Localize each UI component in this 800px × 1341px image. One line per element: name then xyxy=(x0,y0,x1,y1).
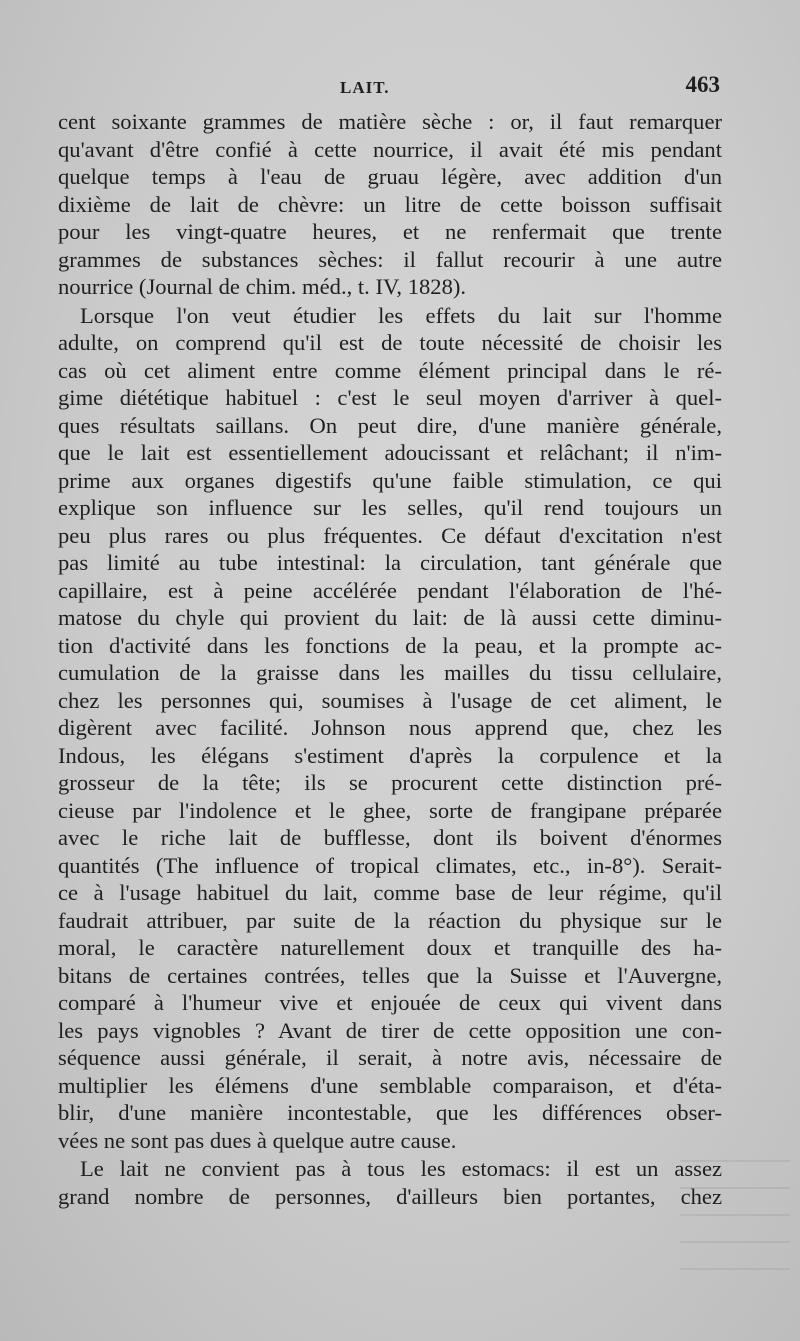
text-line: digèrent avec facilité. Johnson nous apprend que, chez les xyxy=(58,715,722,740)
text-line: pas limité au tube intestinal: la circulation, tant générale que xyxy=(58,550,722,575)
page-number: 463 xyxy=(685,72,720,97)
text-line: capillaire, est à peine accélérée pendant l'élaboration de l'hé- xyxy=(58,577,722,603)
text-line: pour les vingt-quatre heures, et ne renfermait que trente xyxy=(58,219,722,244)
text-line: comparé à l'humeur vive et enjouée de ceux qui vivent dans xyxy=(58,990,722,1015)
text-line: cent soixante grammes de matière sèche : or, il faut remarquer xyxy=(58,109,722,134)
text-line: Le lait ne convient pas à tous les estomacs: il est un assez xyxy=(80,1156,722,1181)
paragraph xyxy=(58,108,722,301)
text-line: quantités (The influence of tropical climates, etc., in-8°). Serait- xyxy=(58,852,722,878)
text-line: bitans de certaines contrées, telles que la Suisse et l'Auvergne, xyxy=(58,962,722,988)
body-text xyxy=(58,108,722,1211)
text-line: nourrice (Journal de chim. méd., t. IV, 1828). xyxy=(58,274,467,299)
text-line: quelque temps à l'eau de gruau légère, avec addition d'un xyxy=(58,164,722,189)
text-line: prime aux organes digestifs qu'une faible stimulation, ce qui xyxy=(58,467,722,493)
text-line: cas où cet aliment entre comme élément principal dans le ré- xyxy=(58,357,722,383)
text-line: tion d'activité dans les fonctions de la peau, et la prompte ac- xyxy=(58,632,722,658)
text-line: que le lait est essentiellement adoucissant et relâchant; il n'im- xyxy=(58,440,722,465)
text-line: cieuse par l'indolence et le ghee, sorte de frangipane préparée xyxy=(58,797,722,823)
text-line: dixième de lait de chèvre: un litre de cette boisson suffisait xyxy=(58,191,722,217)
text-line: moral, le caractère naturellement doux et tranquille des ha- xyxy=(58,935,722,960)
text-line: Lorsque l'on veut étudier les effets du lait sur l'homme xyxy=(80,302,722,328)
text-line: faudrait attribuer, par suite de la réaction du physique sur le xyxy=(58,907,722,933)
paragraph xyxy=(58,302,722,1155)
text-line: matose du chyle qui provient du lait: de là aussi cette diminu- xyxy=(58,605,722,630)
text-line: avec le riche lait de bufflesse, dont ils boivent d'énormes xyxy=(58,825,722,850)
text-line: cumulation de la graisse dans les mailles du tissu cellulaire, xyxy=(58,660,722,685)
text-line: adulte, on comprend qu'il est de toute nécessité de choisir les xyxy=(58,330,722,355)
text-line: grand nombre de personnes, d'ailleurs bien portantes, chez xyxy=(58,1183,722,1209)
running-title: LAIT. xyxy=(340,78,390,97)
text-line: vées ne sont pas dues à quelque autre cause. xyxy=(58,1127,457,1153)
text-line: Indous, les élégans s'estiment d'après la corpulence et la xyxy=(58,742,722,768)
text-line: multiplier les élémens d'une semblable comparaison, et d'éta- xyxy=(58,1072,722,1098)
text-line: chez les personnes qui, soumises à l'usage de cet aliment, le xyxy=(58,687,722,713)
text-line: grammes de substances sèches: il fallut recourir à une autre xyxy=(58,246,722,272)
page-header xyxy=(58,72,722,106)
text-line: blir, d'une manière incontestable, que les différences obser- xyxy=(58,1100,722,1125)
text-line: grosseur de la tête; ils se procurent cette distinction pré- xyxy=(58,770,722,795)
text-line: qu'avant d'être confié à cette nourrice, il avait été mis pendant xyxy=(58,136,722,162)
text-line: ques résultats saillans. On peut dire, d'une manière générale, xyxy=(58,412,722,438)
text-line: séquence aussi générale, il serait, à notre avis, nécessaire de xyxy=(58,1045,722,1070)
text-line: les pays vignobles ? Avant de tirer de cette opposition une con- xyxy=(58,1017,722,1043)
text-line: peu plus rares ou plus fréquentes. Ce défaut d'excitation n'est xyxy=(58,522,722,548)
text-line: gime diététique habituel : c'est le seul moyen d'arriver à quel- xyxy=(58,385,722,410)
paragraph xyxy=(58,1155,722,1210)
text-line: ce à l'usage habituel du lait, comme base de leur régime, qu'il xyxy=(58,880,722,905)
text-line: explique son influence sur les selles, qu'il rend toujours un xyxy=(58,495,722,520)
